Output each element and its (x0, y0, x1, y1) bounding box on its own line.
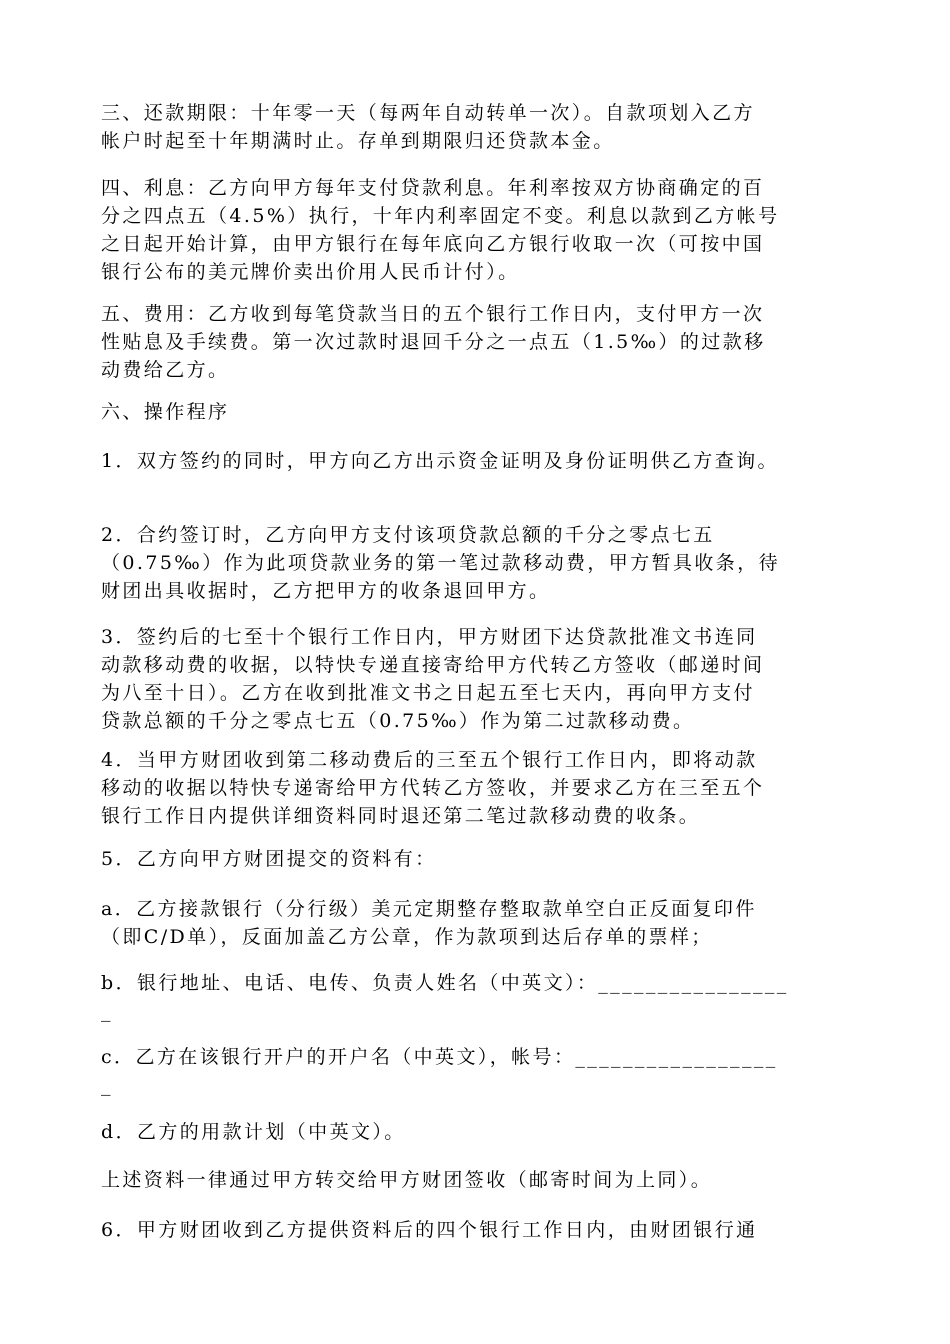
paragraph-line: （0.75‰）作为此项贷款业务的第一笔过款移动费，甲方暂具收条，待 (101, 552, 781, 574)
paragraph-line: b．银行地址、电话、电传、负责人姓名（中英文）：________________ (101, 972, 789, 994)
paragraph-line: d．乙方的用款计划（中英文）。 (101, 1121, 406, 1143)
paragraph-line: （即C/D单），反面加盖乙方公章，作为款项到达后存单的票样； (101, 926, 713, 948)
paragraph-line: 3．签约后的七至十个银行工作日内，甲方财团下达贷款批准文书连同 (101, 626, 758, 648)
paragraph-line: 六、操作程序 (101, 401, 230, 423)
paragraph-line: 移动的收据以特快专递寄给甲方代转乙方签收，并要求乙方在三至五个 (101, 777, 765, 799)
paragraph-line: 动款移动费的收据，以特快专递直接寄给甲方代转乙方签收（邮递时间 (101, 654, 765, 676)
paragraph-line: 分之四点五（4.5%）执行，十年内利率固定不变。利息以款到乙方帐号 (101, 205, 780, 227)
document-paragraph (101, 895, 861, 951)
document-paragraph (101, 1166, 861, 1194)
document-paragraph (101, 447, 861, 475)
paragraph-line: 2．合约签订时，乙方向甲方支付该项贷款总额的千分之零点七五 (101, 524, 715, 546)
document-paragraph (101, 969, 861, 1025)
paragraph-line: 银行公布的美元牌价卖出价用人民币计付）。 (101, 261, 520, 283)
document-paragraph (101, 1216, 861, 1244)
document-paragraph (101, 174, 861, 286)
document-paragraph (101, 521, 861, 605)
document-paragraph (101, 1043, 861, 1099)
paragraph-line: 贷款总额的千分之零点七五（0.75‰）作为第二过款移动费。 (101, 710, 695, 732)
paragraph-line: 5．乙方向甲方财团提交的资料有： (101, 848, 437, 870)
document-paragraph (101, 845, 861, 873)
paragraph-line: 之日起开始计算，由甲方银行在每年底向乙方银行收取一次（可按中国 (101, 233, 765, 255)
paragraph-line: 4．当甲方财团收到第二移动费后的三至五个银行工作日内，即将动款 (101, 749, 758, 771)
document-paragraph (101, 99, 861, 155)
document-paragraph (101, 398, 861, 426)
document-paragraph (101, 746, 861, 830)
document-paragraph (101, 623, 861, 735)
paragraph-line: 6．甲方财团收到乙方提供资料后的四个银行工作日内，由财团银行通 (101, 1219, 758, 1241)
paragraph-line: 1．双方签约的同时，甲方向乙方出示资金证明及身份证明供乙方查询。 (101, 450, 779, 472)
paragraph-line: 动费给乙方。 (101, 359, 230, 381)
paragraph-line: 四、利息：乙方向甲方每年支付贷款利息。年利率按双方协商确定的百 (101, 177, 765, 199)
paragraph-line: 为八至十日）。乙方在收到批准文书之日起五至七天内，再向甲方支付 (101, 682, 755, 704)
paragraph-line: _ (101, 1074, 113, 1096)
document-paragraph (101, 1118, 861, 1146)
paragraph-line: 帐户时起至十年期满时止。存单到期限归还贷款本金。 (101, 130, 615, 152)
paragraph-line: 银行工作日内提供详细资料同时退还第二笔过款移动费的收条。 (101, 805, 701, 827)
paragraph-line: c．乙方在该银行开户的开户名（中英文），帐号：_________________ (101, 1046, 778, 1068)
paragraph-line: 三、还款期限：十年零一天（每两年自动转单一次）。自款项划入乙方 (101, 102, 755, 124)
paragraph-line: _ (101, 1000, 113, 1022)
paragraph-line: a．乙方接款银行（分行级）美元定期整存整取款单空白正反面复印件 (101, 898, 757, 920)
paragraph-line: 性贴息及手续费。第一次过款时退回千分之一点五（1.5‰）的过款移 (101, 331, 766, 353)
paragraph-line: 五、费用：乙方收到每笔贷款当日的五个银行工作日内，支付甲方一次 (101, 303, 765, 325)
paragraph-line: 上述资料一律通过甲方转交给甲方财团签收（邮寄时间为上同）。 (101, 1169, 713, 1191)
document-paragraph (101, 300, 861, 384)
paragraph-line: 财团出具收据时，乙方把甲方的收条退回甲方。 (101, 580, 551, 602)
